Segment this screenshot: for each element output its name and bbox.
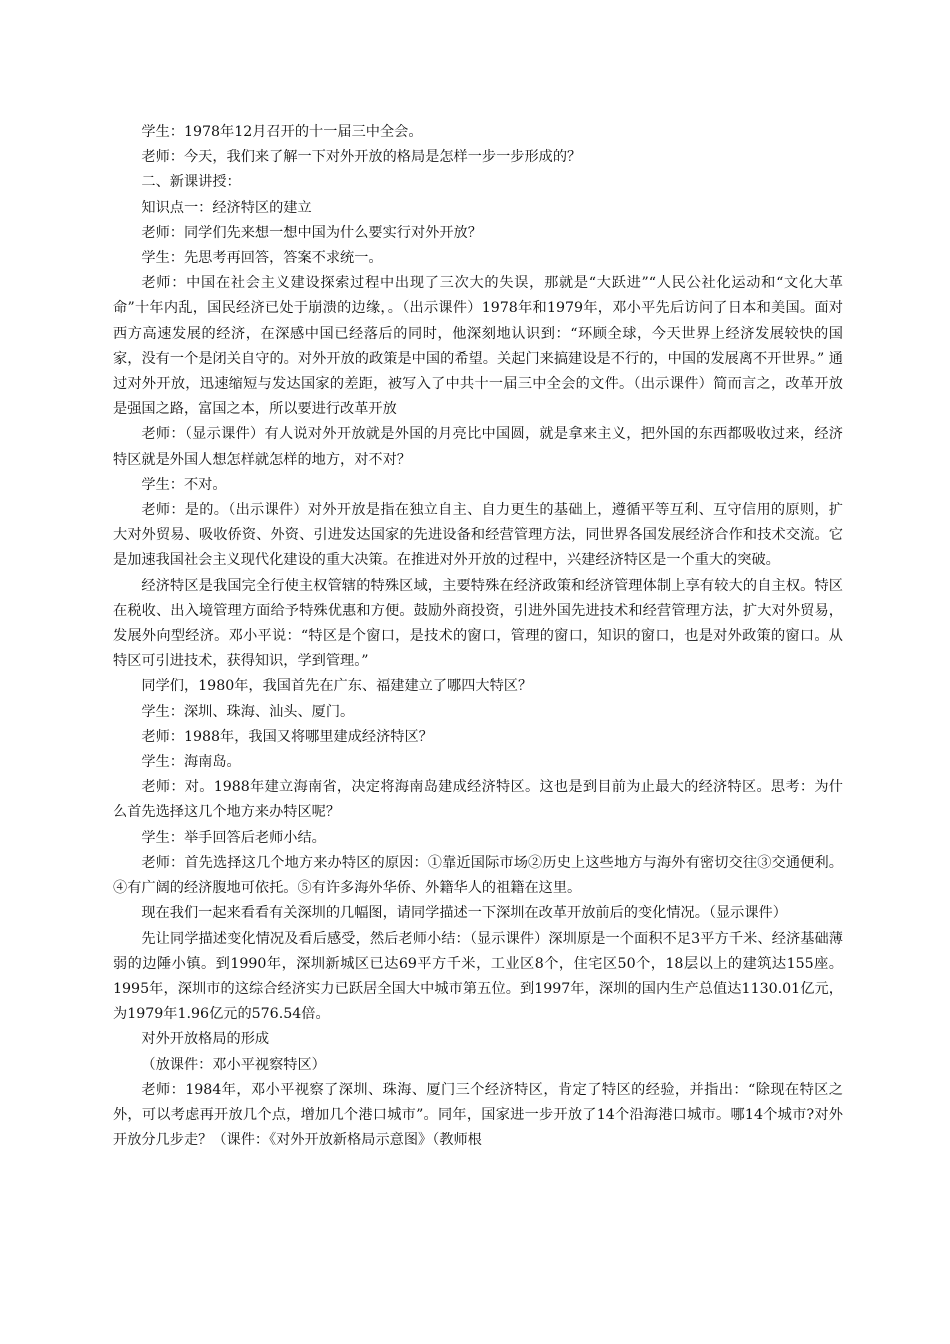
paragraph-student-four-zones: 学生：深圳、珠海、汕头、厦门。 [141,703,355,720]
paragraph-teacher-1988-question: 老师：1988年，我国又将哪里建成经济特区？ [141,728,433,745]
paragraph-teacher-1984: 老师：1984年，邓小平视察了深圳、珠海、厦门三个经济特区，肯定了特区的经验，并指出：“除现在特区之外，可以考虑再开放几个点，增加几个港口城市”。同年，国家进一步开放了14个沿海港口城市。哪14个城市?对外开放分几步走？（课件：《对外开放新格局示意图》（教师根 [113,1081,843,1149]
paragraph-shenzhen-images: 现在我们一起来看看有关深圳的几幅图，请同学描述一下深圳在改革开放前后的变化情况。（显示课件） [141,905,787,922]
lesson-transcript [113,120,843,1153]
paragraph-teacher-definition: 老师：是的。（出示课件）对外开放是指在独立自主、自力更生的基础上，遵循平等互利、互守信用的原则，扩大对外贸易、吸收侨资、外资、引进发达国家的先进设备和经营管理方法，同世界各国发展经济合作和技术交流。它是加速我国社会主义现代化建设的重大决策。在推进对外开放的过程中，兴建经济特区是一个重大的突破。 [113,502,843,569]
paragraph-teacher-intro: 老师：今天，我们来了解一下对外开放的格局是怎样一步一步形成的？ [141,149,582,166]
paragraph-student-answer-plenum: 学生：1978年12月召开的十一届三中全会。 [141,124,423,140]
paragraph-teacher-question: 老师：同学们先来想一想中国为什么要实行对外开放？ [141,224,482,241]
paragraph-student-hainan: 学生：海南岛。 [141,754,241,771]
section-heading-opening-pattern: 对外开放格局的形成 [141,1031,270,1048]
paragraph-student-raise-hands: 学生：举手回答后老师小结。 [141,829,326,846]
paragraph-four-zones-question: 同学们，1980年，我国首先在广东、福建建立了哪四大特区？ [141,678,533,695]
paragraph-teacher-hainan: 老师：对。1988年建立海南省，决定将海南岛建成经济特区。这也是到目前为止最大的经济特区。思考：为什么首先选择这几个地方来办特区呢？ [113,779,843,821]
paragraph-special-zone-explanation: 经济特区是我国完全行使主权管辖的特殊区域，主要特殊在经济政策和经济管理体制上享有较大的自主权。特区在税收、出入境管理方面给予特殊优惠和方便。鼓励外商投资，引进外国先进技术和经营管理方法，扩大对外贸易，发展外向型经济。邓小平说：“特区是个窗口，是技术的窗口，管理的窗口，知识的窗口，也是对外政策的窗口。从特区可引进技术，获得知识，学到管理。” [113,577,843,670]
section-heading-new-lesson: 二、新课讲授： [141,174,241,191]
paragraph-student-no: 学生：不对。 [141,476,227,493]
paragraph-teacher-zone-reasons: 老师：首先选择这几个地方来办特区的原因：①靠近国际市场②历史上这些地方与海外有密切交往③交通便利。④有广阔的经济腹地可依托。⑤有许多海外华侨、外籍华人的祖籍在这里。 [113,854,843,897]
paragraph-courseware-note: （放课件：邓小平视察特区） [141,1056,326,1073]
paragraph-student-think: 学生：先思考再回答，答案不求统一。 [141,250,383,267]
paragraph-teacher-misconception: 老师：（显示课件）有人说对外开放就是外国的月亮比中国圆，就是拿来主义，把外国的东西都吸收过来，经济特区就是外国人想怎样就怎样的地方，对不对？ [113,426,843,468]
paragraph-teacher-reasons: 老师：中国在社会主义建设探索过程中出现了三次大的失误，那就是“大跃进”“人民公社化运动和“文化大革命”十年内乱，国民经济已处于崩溃的边缘，。（出示课件）1978年和1979年，邓小平先后访问了日本和美国。面对西方高速发展的经济，在深感中国已经落后的同时，他深刻地认识到：“环顾全球，今天世界上经济发展较快的国家，没有一个是闭关自守的。对外开放的政策是中国的希望。关起门来搞建设是不行的，中国的发展离不开世界。” 通过对外开放，迅速缩短与发达国家的差距，被写入了中共十一届三中全会的文件。（出示课件）简而言之，改革开放是强国之路，富国之本，所以要进行改革开放 [113,275,843,418]
knowledge-point-heading: 知识点一：经济特区的建立 [141,199,312,216]
paragraph-shenzhen-summary: 先让同学描述变化情况及看后感受，然后老师小结：（显示课件）深圳原是一个面积不足3平方千米、经济基础薄弱的边陲小镇。到1990年，深圳新城区已达69平方千米，工业区8个，住宅区50个，18层以上的建筑达155座。1995年，深圳市的这综合经济实力已跃居全国大中城市第五位。到1997年，深圳的国内生产总值达1130.01亿元，为1979年1.96亿元的576.54倍。 [113,930,843,1023]
